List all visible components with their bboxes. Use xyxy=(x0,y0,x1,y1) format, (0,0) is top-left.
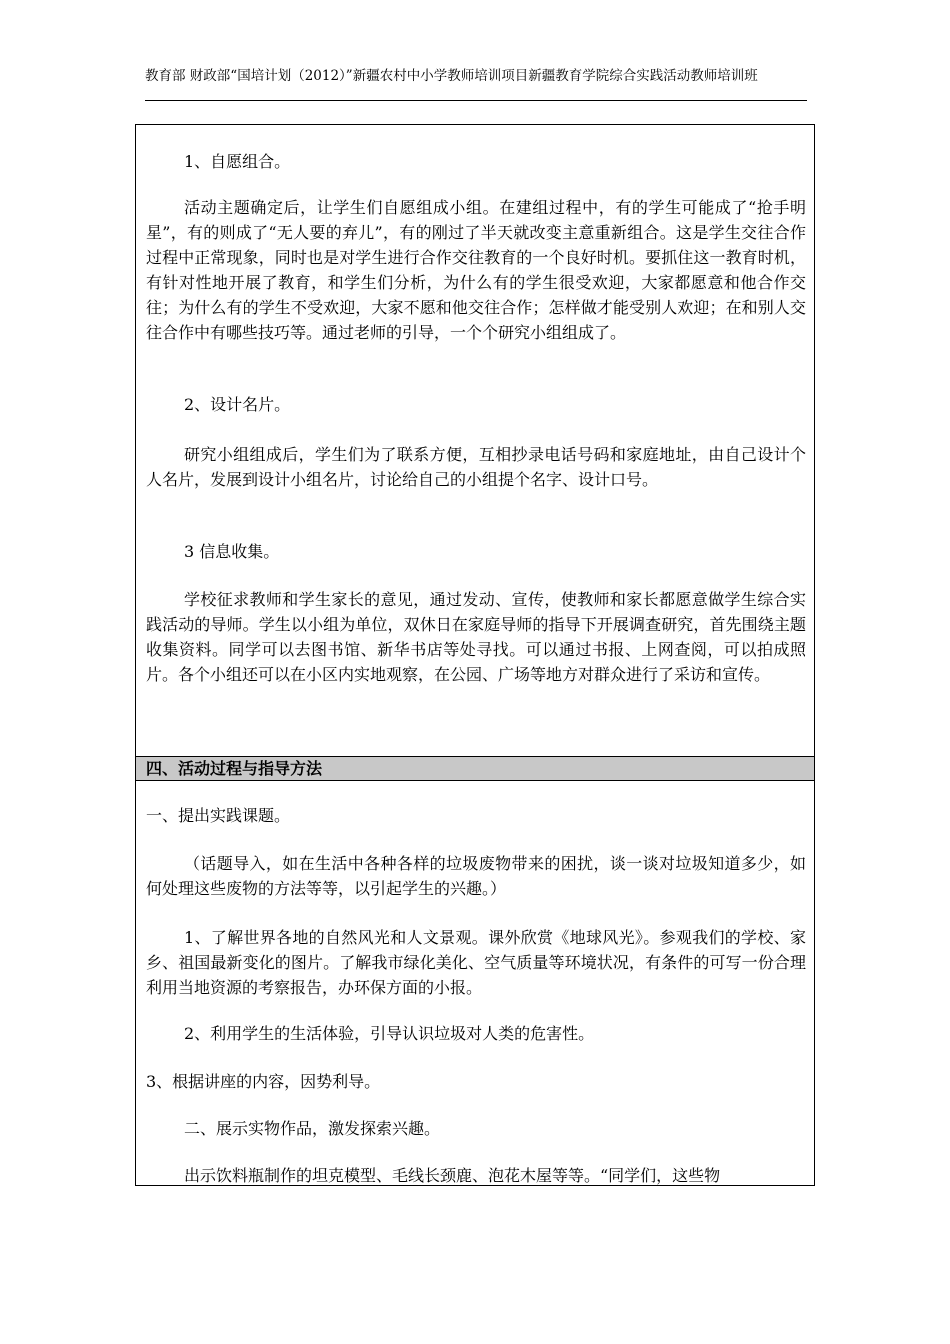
paragraph-design-card: 研究小组组成后，学生们为了联系方便，互相抄录电话号码和家庭地址，由自己设计个人名片，发展到设计小组名片，讨论给自己的小组提个名字、设计口号。 xyxy=(146,445,806,489)
heading-show-works: 二、展示实物作品，激发探索兴趣。 xyxy=(184,1119,441,1138)
heading-voluntary-grouping: 1、自愿组合。 xyxy=(184,152,291,171)
paragraph-show-works: 出示饮料瓶制作的坦克模型、毛线长颈鹿、泡花木屋等等。“同学们，这些物 xyxy=(184,1166,721,1185)
page-header: 教育部 财政部“国培计划（2012）”新疆农村中小学教师培训项目新疆教育学院综合实践活动教师培训班 xyxy=(145,68,758,84)
document-table xyxy=(135,124,815,1186)
paragraph-topic-intro: （话题导入，如在生活中各种各样的垃圾废物带来的困扰，谈一谈对垃圾知道多少，如何处理这些废物的方法等等，以引起学生的兴趣。） xyxy=(146,854,806,898)
paragraph-lecture: 3、根据讲座的内容，因势利导。 xyxy=(146,1072,381,1091)
content-cell-grouping xyxy=(136,125,814,757)
heading-design-card: 2、设计名片。 xyxy=(184,395,291,414)
paragraph-understand-world: 1、了解世界各地的自然风光和人文景观。课外欣赏《地球风光》。参观我们的学校、家乡、祖国最新变化的图片。了解我市绿化美化、空气质量等环境状况，有条件的可写一份合理利用当地资源的考察报告，办环保方面的小报。 xyxy=(146,928,806,997)
heading-propose-topic: 一、提出实践课题。 xyxy=(146,806,291,825)
heading-info-collection: 3 信息收集。 xyxy=(184,542,280,561)
paragraph-grouping: 活动主题确定后，让学生们自愿组成小组。在建组过程中，有的学生可能成了“抢手明星”，有的则成了“无人要的弃儿”，有的刚过了半天就改变主意重新组合。这是学生交往合作过程中正常现象，同时也是对学生进行合作交往教育的一个良好时机。要抓住这一教育时机，有针对性地开展了教育，和学生们分析，为什么有的学生很受欢迎，大家都愿意和他合作交往；为什么有的学生不受欢迎，大家不愿和他交往合作；怎样做才能受别人欢迎；在和别人交往合作中有哪些技巧等。通过老师的引导，一个个研究小组组成了。 xyxy=(146,198,806,342)
paragraph-life-experience: 2、利用学生的生活体验，引导认识垃圾对人类的危害性。 xyxy=(184,1024,595,1043)
header-divider xyxy=(145,100,807,101)
content-cell-process xyxy=(136,781,814,1185)
section-title-activity-process: 四、活动过程与指导方法 xyxy=(136,757,814,781)
paragraph-info-collection: 学校征求教师和学生家长的意见，通过发动、宣传，使教师和家长都愿意做学生综合实践活动的导师。学生以小组为单位，双休日在家庭导师的指导下开展调查研究，首先围绕主题收集资料。同学可以去图书馆、新华书店等处寻找。可以通过书报、上网查阅，可以拍成照片。各个小组还可以在小区内实地观察，在公园、广场等地方对群众进行了采访和宣传。 xyxy=(146,590,806,684)
